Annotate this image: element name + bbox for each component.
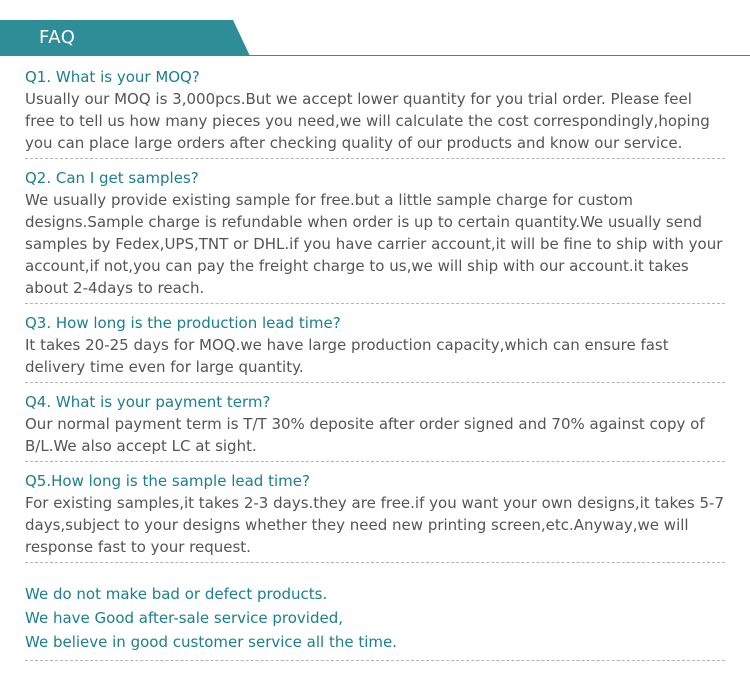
header-tab [0, 20, 250, 56]
faq-item-q4 [25, 387, 725, 462]
closing-line-2: We have Good after-sale service provided, [25, 609, 344, 627]
closing-statements [25, 582, 725, 654]
closing-line-3: We believe in good customer service all the time. [25, 633, 397, 651]
dashed-divider-bottom [25, 660, 725, 661]
faq-answer: We usually provide existing sample for free.but a little sample charge for custom designs.Sample charge is refundable when order is up to certain quantity.We usually send samples by Fedex,UPS,TNT or DHL.if you have carrier account,it will be fine to ship with your account,if not,you can pay the freight charge to us,we will ship with our account.it takes about 2-4days to reach. [25, 191, 723, 297]
faq-item-q2 [25, 163, 725, 304]
faq-question: Q4. What is your payment term? [25, 393, 271, 411]
dashed-divider [25, 158, 725, 159]
faq-header [0, 0, 750, 60]
faq-item-q3 [25, 308, 725, 383]
faq-question: Q3. How long is the production lead time? [25, 314, 341, 332]
faq-item-q5 [25, 466, 725, 563]
header-title: FAQ [39, 27, 76, 48]
faq-question: Q2. Can I get samples? [25, 169, 199, 187]
faq-item-q1 [25, 62, 725, 159]
closing-line-1: We do not make bad or defect products. [25, 585, 328, 603]
dashed-divider [25, 461, 725, 462]
faq-question: Q1. What is your MOQ? [25, 68, 200, 86]
dashed-divider [25, 303, 725, 304]
dashed-divider [25, 562, 725, 563]
faq-answer: It takes 20-25 days for MOQ.we have large production capacity,which can ensure fast delivery time even for large quantity. [25, 336, 669, 376]
faq-answer: For existing samples,it takes 2-3 days.they are free.if you want your own designs,it takes 5-7 days,subject to your designs whether they need new printing screen,etc.Anyway,we will response fast to your request. [25, 494, 724, 556]
dashed-divider [25, 382, 725, 383]
faq-question: Q5.How long is the sample lead time? [25, 472, 310, 490]
faq-answer: Usually our MOQ is 3,000pcs.But we accept lower quantity for you trial order. Please feel free to tell us how many pieces you need,we will calculate the cost correspondingly,hoping you can place large orders after checking quality of our products and know our service. [25, 90, 710, 152]
faq-list [25, 62, 725, 567]
faq-answer: Our normal payment term is T/T 30% deposite after order signed and 70% against copy of B/L.We also accept LC at sight. [25, 415, 705, 455]
